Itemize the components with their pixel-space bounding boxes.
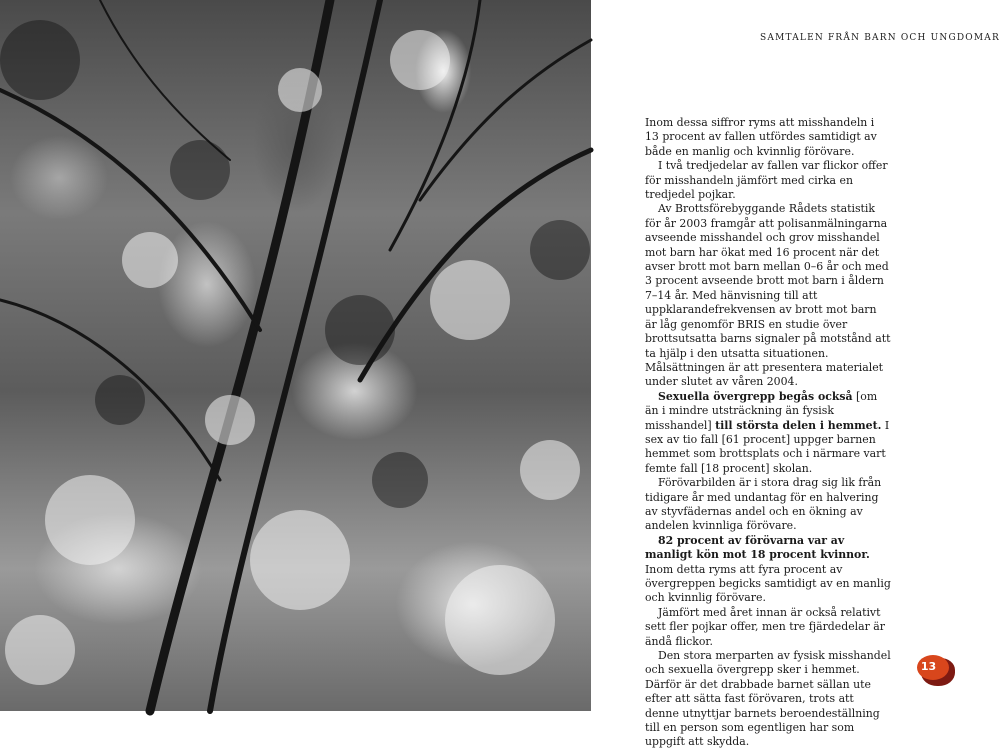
paragraph-1: Inom dessa siffror ryms att misshandeln i 13 procent av fallen utfördes samtidigt av både en manlig och kvinnlig förövare.	[645, 116, 877, 158]
paragraph-4-rest: I sex av tio fall [61 procent] uppger barnen hemmet som brottsplats och i närmare vart femte fall [18 procent] skolan.	[645, 418, 890, 475]
paragraph-8: Den stora merparten av fysisk misshandel och sexuella övergrepp sker i hemmet. Därför är det drabbade barnet sällan ute efter att sätta fast förövaren, trots att denne utnyttjar barnets beroendeställning till en person som egentligen har som uppgift att skydda.	[645, 649, 891, 749]
paragraph-4-bold-1: Sexuella övergrepp begås också	[658, 389, 853, 403]
page-number: 13	[920, 660, 937, 673]
paragraph-4	[645, 390, 891, 476]
paragraph-6-rest: Inom detta ryms att fyra procent av övergreppen begicks samtidigt av en manlig och kvinnlig förövare.	[645, 562, 891, 605]
paragraph-6-bold: 82 procent av förövarna var av manligt kön mot 18 procent kvinnor.	[645, 533, 870, 562]
paragraph-4-mid: [om än i mindre utsträckning än fysisk misshandel]	[645, 389, 878, 432]
paragraph-4-bold-2: till största delen i hemmet.	[715, 418, 882, 432]
body-text	[645, 116, 891, 750]
paragraph-7: Jämfört med året innan är också relativt sett fler pojkar offer, men tre fjärdedelar är ändå flickor.	[645, 605, 885, 648]
paragraph-3: Av Brottsförebyggande Rådets statistik för år 2003 framgår att polisanmälningarna avseende misshandel och grov misshandel mot barn har ökat med 16 procent när det avser brott mot barn mellan 0–6 år och med 3 procent avseende brott mot barn i åldern 7–14 år. Med hänvisning till att uppklarandefrekvensen av brott mot barn är låg genomför BRIS en studie över brottsutsatta barns signaler på motstånd att ta hjälp i den utsatta situationen. Målsättningen är att presentera materialet under slutet av våren 2004.	[645, 202, 891, 389]
paragraph-6	[645, 534, 891, 606]
paragraph-5: Förövarbilden är i stora drag sig lik från tidigare år med undantag för en halvering av styvfädernas andel och en ökning av andelen kvinnliga förövare.	[645, 476, 882, 533]
page-number-badge	[917, 655, 955, 685]
paragraph-2: I två tredjedelar av fallen var flickor offer för misshandeln jämfört med cirka en tredjedel pojkar.	[645, 159, 888, 202]
running-header: SAMTALEN FRÅN BARN OCH UNGDOMAR	[760, 33, 1000, 43]
